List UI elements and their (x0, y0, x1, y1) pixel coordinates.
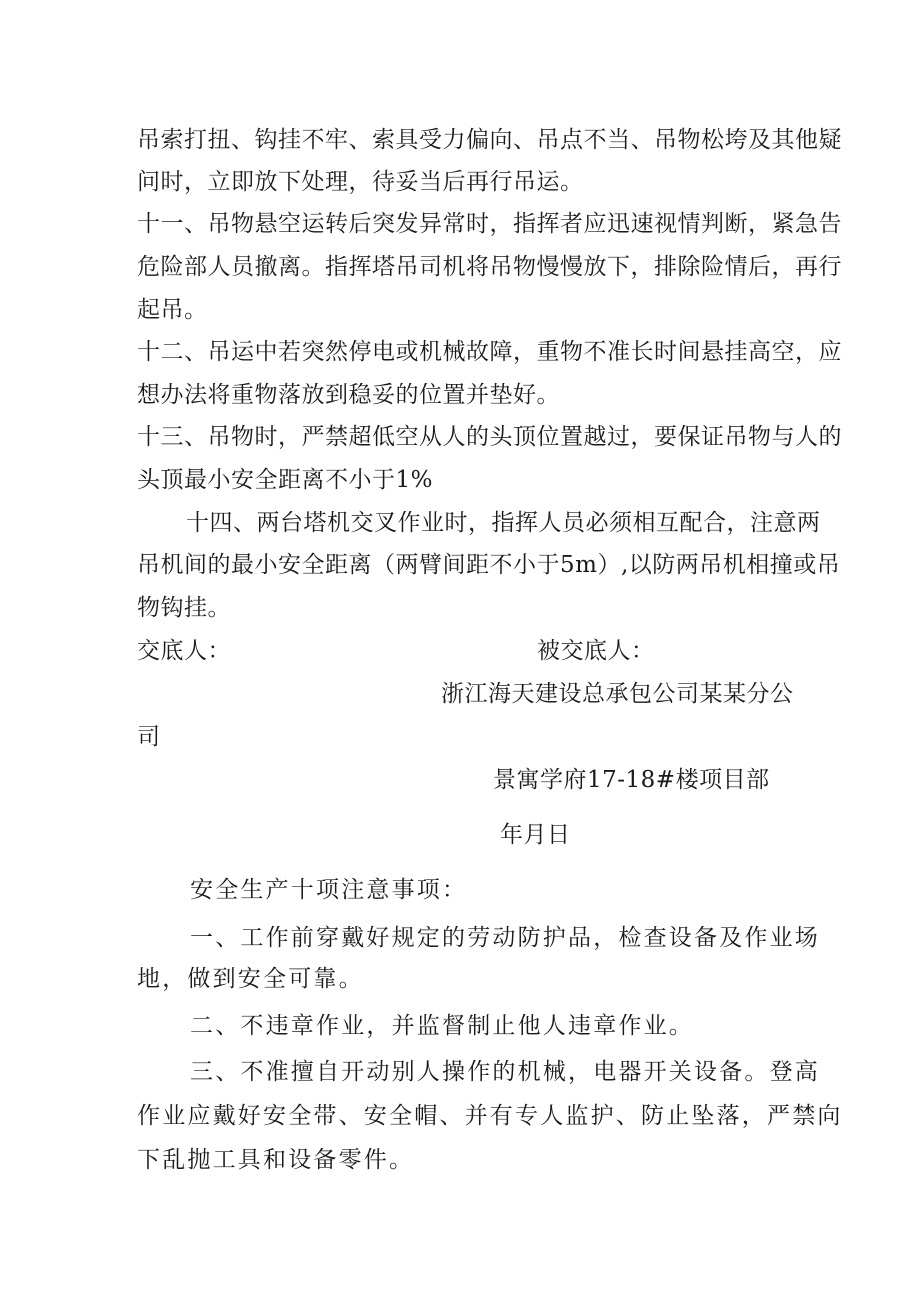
safety-item-one: 一、工作前穿戴好规定的劳动防护品，检查设备及作业场 (190, 925, 820, 951)
company-name: 浙江海天建设总承包公司某某分公 (441, 681, 794, 707)
text-line: 下乱抛工具和设备零件。 (137, 1147, 415, 1173)
clause-thirteen: 十三、吊物时，严禁超低空从人的头顶位置越过，要保证吊物与人的 (137, 424, 842, 450)
giver-label: 交底人： (137, 638, 231, 664)
clause-eleven: 十一、吊物悬空运转后突发异常时，指挥者应迅速视情判断，紧急告 (137, 211, 842, 237)
text-line: 危险部人员撤离。指挥塔吊司机将吊物慢慢放下，排除险情后，再行 (137, 254, 842, 280)
safety-heading: 安全生产十项注意事项： (190, 877, 468, 903)
text-line: 物钩挂。 (137, 595, 231, 621)
receiver-label: 被交底人： (537, 638, 655, 664)
safety-item-three: 三、不准擅自开动别人操作的机械，电器开关设备。登高 (190, 1059, 820, 1085)
signature-date: 年月日 (500, 822, 571, 848)
text-line: 地，做到安全可靠。 (137, 966, 364, 992)
text-line: 起吊。 (137, 297, 208, 323)
clause-fourteen: 十四、两台塔机交叉作业时，指挥人员必须相互配合，注意两 (186, 510, 821, 536)
text-line: 吊索打扭、钩挂不牢、索具受力偏向、吊点不当、吊物松垮及其他疑 (137, 127, 842, 153)
text-line: 吊机间的最小安全距离（两臂间距不小于5m）,以防两吊机相撞或吊 (137, 552, 841, 578)
text-line: 头顶最小安全距离不小于1% (137, 467, 433, 493)
text-line: 问时，立即放下处理，待妥当后再行吊运。 (137, 169, 584, 195)
text-line: 作业应戴好安全带、安全帽、并有专人监护、防止坠落，严禁向 (137, 1103, 843, 1129)
project-department: 景寓学府17-18#楼项目部 (493, 767, 770, 793)
company-name-continued: 司 (137, 724, 161, 750)
text-line: 想办法将重物落放到稳妥的位置并垫好。 (137, 382, 560, 408)
safety-item-two: 二、不违章作业，并监督制止他人违章作业。 (190, 1013, 694, 1039)
clause-twelve: 十二、吊运中若突然停电或机械故障，重物不准长时间悬挂高空，应 (137, 339, 842, 365)
